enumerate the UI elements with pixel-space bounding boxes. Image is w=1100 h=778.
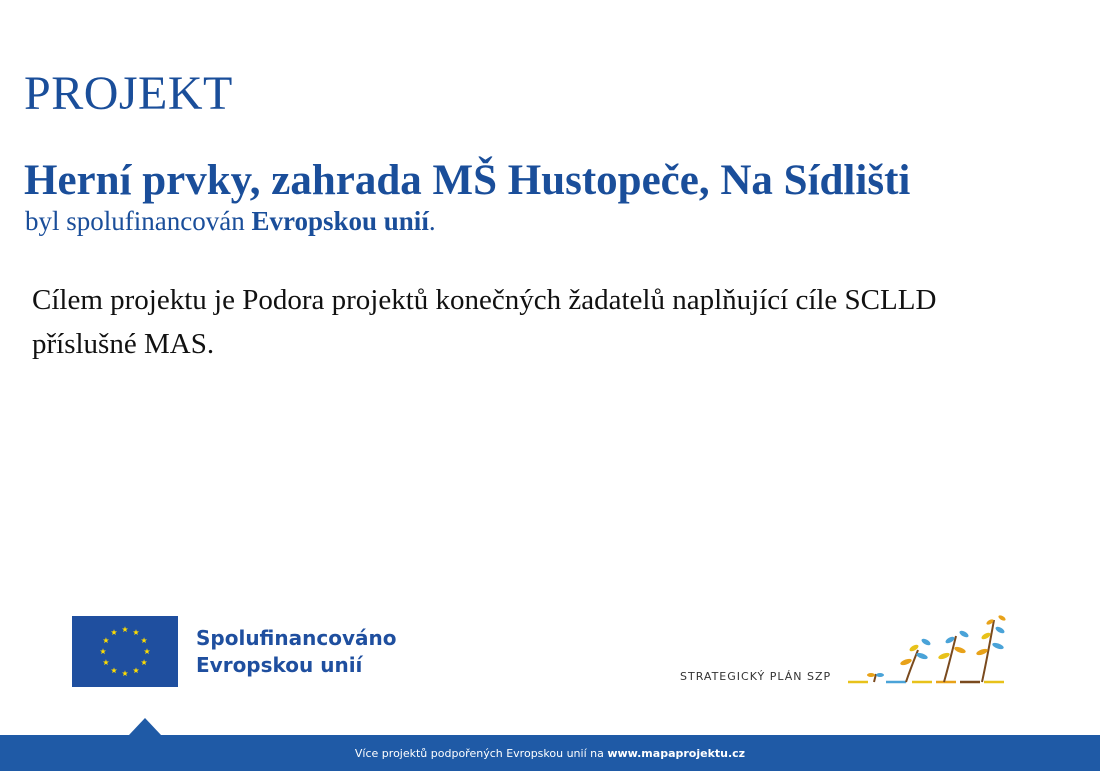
- footer-prefix: Více projektů podpořených Evropskou unií na: [354, 746, 608, 760]
- eu-logo-text: [196, 625, 396, 679]
- eu-logo-line2: Evropskou unií: [196, 652, 363, 677]
- subtitle-prefix: byl spolufinancován: [25, 206, 252, 236]
- project-title: Herní prvky, zahrada MŠ Hustopeče, Na Sídlišti: [24, 157, 911, 204]
- project-subtitle: [25, 205, 436, 237]
- strategic-plan-label: STRATEGICKÝ PLÁN SZP: [680, 670, 832, 683]
- eu-flag-icon: [72, 616, 178, 687]
- footer-bar: [0, 735, 1100, 771]
- footer-link[interactable]: www.mapaprojektu.cz: [607, 746, 746, 760]
- footer-text: [355, 747, 745, 760]
- eu-cofinanced-logo: [72, 616, 396, 687]
- subtitle-suffix: .: [428, 206, 436, 236]
- strategic-plan-sprouts-icon: [846, 612, 1036, 688]
- project-description: Cílem projektu je Podora projektů konečných žadatelů naplňující cíle SCLLD příslušné MAS.: [32, 284, 937, 360]
- strategic-plan-logo: [680, 612, 1040, 692]
- footer-pointer: [129, 718, 161, 735]
- subtitle-bold: Evropskou unií: [251, 206, 429, 236]
- page-kicker: PROJEKT: [24, 67, 233, 120]
- eu-logo-line1: Spolufinancováno: [196, 625, 397, 650]
